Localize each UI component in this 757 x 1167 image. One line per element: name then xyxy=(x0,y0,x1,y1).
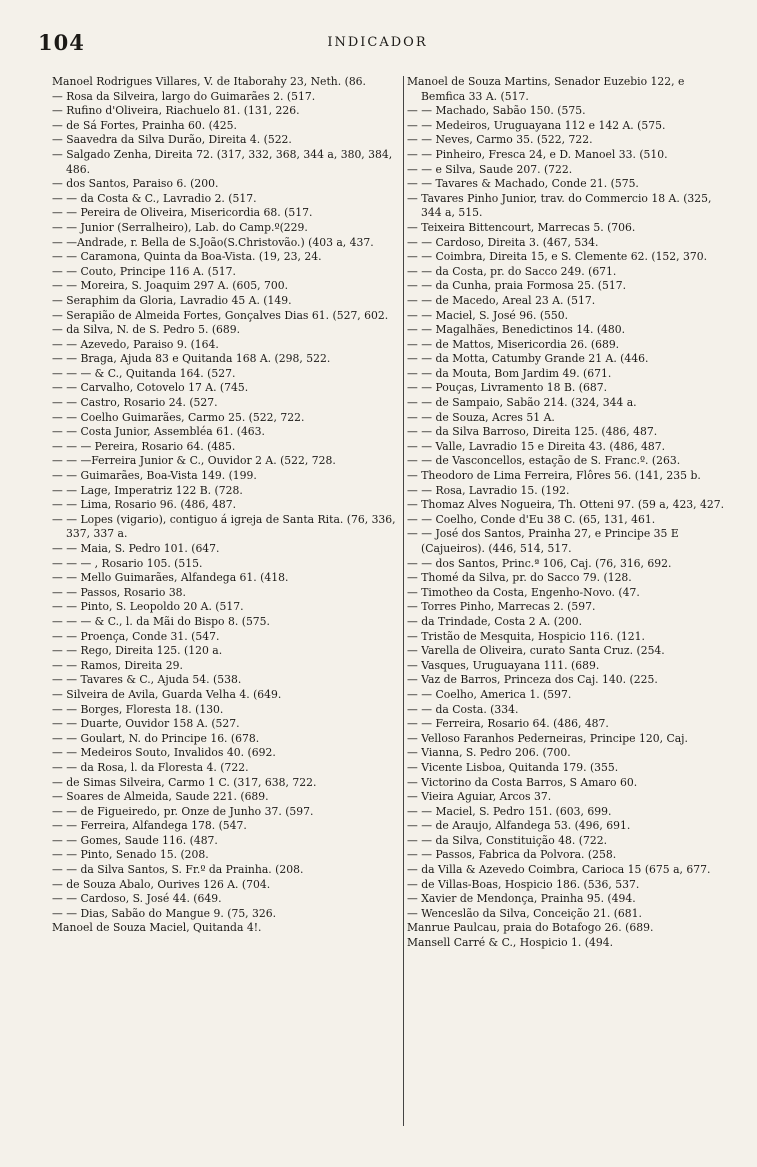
running-title: INDICADOR xyxy=(327,35,428,50)
directory-entry: — — Tavares & Machado, Conde 21. (575. xyxy=(407,177,639,191)
left-column xyxy=(52,75,402,936)
directory-entry: — — Ferreira, Alfandega 178. (547. xyxy=(52,819,247,833)
directory-entry: — — Mello Guimarães, Alfandega 61. (418. xyxy=(52,571,289,585)
directory-entry: — — Braga, Ajuda 83 e Quitanda 168 A. (298, 522. xyxy=(52,352,331,366)
directory-entry: Manoel de Souza Martins, Senador Euzebio 122, e Bemfica 33 A. (517. xyxy=(407,75,685,103)
directory-entry: — — Coelho, America 1. (597. xyxy=(407,687,572,701)
directory-entry: — — Passos, Rosario 38. xyxy=(52,585,186,599)
directory-entry: — Tavares Pinho Junior, trav. do Commercio 18 A. (325, 344 a, 515. xyxy=(407,191,712,220)
directory-entry: — — Rego, Direita 125. (120 a. xyxy=(52,644,223,658)
directory-entry: — — Guimarães, Boa-Vista 149. (199. xyxy=(52,469,257,483)
directory-entry: — Rufino d'Oliveira, Riachuelo 81. (131, 226. xyxy=(52,104,300,118)
directory-entry: — — da Mouta, Bom Jardim 49. (671. xyxy=(407,366,612,380)
directory-entry: — — da Rosa, l. da Floresta 4. (722. xyxy=(52,760,249,774)
directory-entry: Manoel Rodrigues Villares, V. de Itaborahy 23, Neth. (86. xyxy=(52,75,366,88)
directory-entry: — Teixeira Bittencourt, Marrecas 5. (706. xyxy=(407,220,636,234)
directory-entry: — — — & C., l. da Mãi do Bispo 8. (575. xyxy=(52,614,270,628)
directory-entry: — — — Pereira, Rosario 64. (485. xyxy=(52,439,236,453)
directory-entry: — — da Costa. (334. xyxy=(407,702,519,716)
directory-entry: — Vaz de Barros, Princeza dos Caj. 140. (225. xyxy=(407,673,658,687)
directory-entry: — — de Figueiredo, pr. Onze de Junho 37. (597. xyxy=(52,804,314,818)
directory-entry: — — Coelho Guimarães, Carmo 25. (522, 722. xyxy=(52,410,305,424)
directory-entry: — — Rosa, Lavradio 15. (192. xyxy=(407,483,570,497)
directory-entry: — Victorino da Costa Barros, S Amaro 60. xyxy=(407,775,638,789)
directory-entry: — dos Santos, Paraiso 6. (200. xyxy=(52,177,219,191)
directory-entry: — — Pinto, S. Leopoldo 20 A. (517. xyxy=(52,600,244,614)
directory-entry: — Xavier de Mendonça, Prainha 95. (494. xyxy=(407,892,636,906)
directory-entry: — da Villa & Azevedo Coimbra, Carioca 15 (675 a, 677. xyxy=(407,863,711,877)
directory-entry: — — Lage, Imperatriz 122 B. (728. xyxy=(52,483,243,497)
directory-entry: — — Couto, Principe 116 A. (517. xyxy=(52,264,236,278)
directory-entry: — — de Araujo, Alfandega 53. (496, 691. xyxy=(407,819,631,833)
directory-entry: — Serapião de Almeida Fortes, Gonçalves Dias 61. (527, 602. xyxy=(52,308,389,322)
directory-entry: — — de Souza, Acres 51 A. xyxy=(407,410,555,424)
directory-entry: — Varella de Oliveira, curato Santa Cruz. (254. xyxy=(407,644,665,658)
directory-entry: — Velloso Faranhos Pederneiras, Principe 120, Caj. xyxy=(407,731,688,745)
column-divider xyxy=(403,76,404,1126)
directory-entry: — de Souza Abalo, Ourives 126 A. (704. xyxy=(52,877,271,891)
directory-entry: — — Tavares & C., Ajuda 54. (538. xyxy=(52,673,242,687)
directory-entry: — — Pereira de Oliveira, Misericordia 68. (517. xyxy=(52,206,313,220)
directory-entry: — da Silva, N. de S. Pedro 5. (689. xyxy=(52,323,241,337)
directory-entry: — Vianna, S. Pedro 206. (700. xyxy=(407,746,571,760)
directory-entry: — — da Silva Barroso, Direita 125. (486, 487. xyxy=(407,425,658,439)
directory-entry: — — da Costa & C., Lavradio 2. (517. xyxy=(52,191,257,205)
directory-entry: — — e Silva, Saude 207. (722. xyxy=(407,162,573,176)
directory-entry: — —Andrade, r. Bella de S.João(S.Christovão.) (403 a, 437. xyxy=(52,235,374,249)
directory-entry: — Salgado Zenha, Direita 72. (317, 332, 368, 344 a, 380, 384, 486. xyxy=(52,147,393,176)
directory-entry: — — Azevedo, Paraiso 9. (164. xyxy=(52,337,219,351)
directory-entry: — — Ramos, Direita 29. xyxy=(52,658,183,672)
directory-entry: — — Coelho, Conde d'Eu 38 C. (65, 131, 461. xyxy=(407,512,656,526)
page-number: 104 xyxy=(38,30,85,55)
right-column xyxy=(407,75,725,951)
directory-entry: Mansell Carré & C., Hospicio 1. (494. xyxy=(407,936,614,950)
directory-entry: — — Costa Junior, Assembléa 61. (463. xyxy=(52,425,265,439)
directory-entry: — — Proença, Conde 31. (547. xyxy=(52,629,220,643)
directory-entry: — — da Costa, pr. do Sacco 249. (671. xyxy=(407,264,617,278)
directory-entry: — — Junior (Serralheiro), Lab. do Camp.º(229. xyxy=(52,220,308,234)
page-header xyxy=(38,30,717,60)
directory-entry: — — Goulart, N. do Principe 16. (678. xyxy=(52,731,260,745)
directory-entry: — de Simas Silveira, Carmo 1 C. (317, 638, 722. xyxy=(52,775,317,789)
directory-entry: — — Pouças, Livramento 18 B. (687. xyxy=(407,381,608,395)
directory-entry: — — Coimbra, Direita 15, e S. Clemente 62. (152, 370. xyxy=(407,250,708,264)
directory-entry: — — Medeiros, Uruguayana 112 e 142 A. (575. xyxy=(407,118,666,132)
directory-entry: — — Pinto, Senado 15. (208. xyxy=(52,848,209,862)
directory-entry: — — Maciel, S. Pedro 151. (603, 699. xyxy=(407,804,612,818)
directory-entry: — Thomé da Silva, pr. do Sacco 79. (128. xyxy=(407,571,632,585)
directory-entry: — — da Silva, Constituição 48. (722. xyxy=(407,833,608,847)
directory-entry: — — Duarte, Ouvidor 158 A. (527. xyxy=(52,717,240,731)
directory-entry: — — — & C., Quitanda 164. (527. xyxy=(52,366,236,380)
directory-entry: — — Borges, Floresta 18. (130. xyxy=(52,702,224,716)
directory-entry: — — —Ferreira Junior & C., Ouvidor 2 A. (522, 728. xyxy=(52,454,336,468)
directory-entry: — — — , Rosario 105. (515. xyxy=(52,556,203,570)
directory-entry: — da Trindade, Costa 2 A. (200. xyxy=(407,614,583,628)
directory-entry: — — Pinheiro, Fresca 24, e D. Manoel 33. (510. xyxy=(407,147,668,161)
directory-entry: — Vicente Lisboa, Quitanda 179. (355. xyxy=(407,760,619,774)
directory-entry: — — Caramona, Quinta da Boa-Vista. (19, 23, 24. xyxy=(52,250,322,264)
directory-entry: — — Passos, Fabrica da Polvora. (258. xyxy=(407,848,617,862)
directory-entry: — — Maia, S. Pedro 101. (647. xyxy=(52,542,220,555)
directory-entry: — — Moreira, S. Joaquim 297 A. (605, 700. xyxy=(52,279,289,293)
directory-entry: — Theodoro de Lima Ferreira, Flôres 56. (141, 235 b. xyxy=(407,469,701,483)
directory-entry: — — Cardoso, Direita 3. (467, 534. xyxy=(407,235,599,249)
directory-entry: — — Medeiros Souto, Invalidos 40. (692. xyxy=(52,746,276,760)
directory-entry: — Thomaz Alves Nogueira, Th. Otteni 97. (59 a, 423, 427. xyxy=(407,498,725,512)
directory-entry: — — Carvalho, Cotovelo 17 A. (745. xyxy=(52,381,249,395)
directory-entry: — Wenceslão da Silva, Conceição 21. (681. xyxy=(407,906,642,920)
directory-entry: — — Gomes, Saude 116. (487. xyxy=(52,833,218,847)
directory-entry: — — José dos Santos, Prainha 27, e Principe 35 E (Cajueiros). (446, 514, 517. xyxy=(407,527,679,555)
directory-entry: — — de Mattos, Misericordia 26. (689. xyxy=(407,337,620,351)
directory-entry: — — Valle, Lavradio 15 e Direita 43. (486, 487. xyxy=(407,439,666,453)
directory-entry: — — Lima, Rosario 96. (486, 487. xyxy=(52,498,237,512)
directory-entry: — — dos Santos, Princ.ª 106, Caj. (76, 316, 692. xyxy=(407,556,672,570)
directory-entry: — Tristão de Mesquita, Hospicio 116. (121. xyxy=(407,629,645,643)
directory-entry: — — da Cunha, praia Formosa 25. (517. xyxy=(407,279,627,293)
directory-entry: — de Sá Fortes, Prainha 60. (425. xyxy=(52,118,237,132)
directory-entry: — Torres Pinho, Marrecas 2. (597. xyxy=(407,600,596,614)
directory-entry: — Silveira de Avila, Guarda Velha 4. (649. xyxy=(52,687,282,701)
directory-entry: Manoel de Souza Maciel, Quitanda 4!. xyxy=(52,921,262,935)
directory-entry: — — Magalhães, Benedictinos 14. (480. xyxy=(407,323,626,337)
directory-entry: — de Villas-Boas, Hospicio 186. (536, 537. xyxy=(407,877,640,891)
directory-entry: — — Machado, Sabão 150. (575. xyxy=(407,104,586,118)
directory-entry: — — da Motta, Catumby Grande 21 A. (446. xyxy=(407,352,649,366)
directory-entry: — Vasques, Uruguayana 111. (689. xyxy=(407,658,600,672)
directory-entry: Manrue Paulcau, praia do Botafogo 26. (689. xyxy=(407,921,654,935)
directory-entry: — — da Silva Santos, S. Fr.º da Prainha. (208. xyxy=(52,863,304,877)
directory-entry: — Soares de Almeida, Saude 221. (689. xyxy=(52,790,269,804)
directory-entry: — — de Sampaio, Sabão 214. (324, 344 a. xyxy=(407,396,637,410)
directory-entry: — — Castro, Rosario 24. (527. xyxy=(52,396,218,410)
directory-entry: — Vieira Aguiar, Arcos 37. xyxy=(407,790,552,804)
directory-entry: — — Dias, Sabão do Mangue 9. (75, 326. xyxy=(52,906,277,920)
directory-entry: — — Neves, Carmo 35. (522, 722. xyxy=(407,133,593,147)
directory-entry: — — Ferreira, Rosario 64. (486, 487. xyxy=(407,717,609,731)
directory-entry: — — Maciel, S. José 96. (550. xyxy=(407,308,569,322)
directory-entry: — Seraphim da Gloria, Lavradio 45 A. (149. xyxy=(52,293,292,307)
directory-entry: — — de Vasconcellos, estação de S. Franc.º. (263. xyxy=(407,454,681,468)
directory-entry: — — de Macedo, Areal 23 A. (517. xyxy=(407,293,596,307)
directory-entry: — Rosa da Silveira, largo do Guimarães 2. (517. xyxy=(52,89,316,103)
directory-entry: — Timotheo da Costa, Engenho-Novo. (47. xyxy=(407,585,640,599)
directory-entry: — — Lopes (vigario), contiguo á igreja de Santa Rita. (76, 336, 337, 337 a. xyxy=(52,512,396,541)
directory-entry: — — Cardoso, S. José 44. (649. xyxy=(52,892,222,906)
directory-entry: — Saavedra da Silva Durão, Direita 4. (522. xyxy=(52,133,292,147)
